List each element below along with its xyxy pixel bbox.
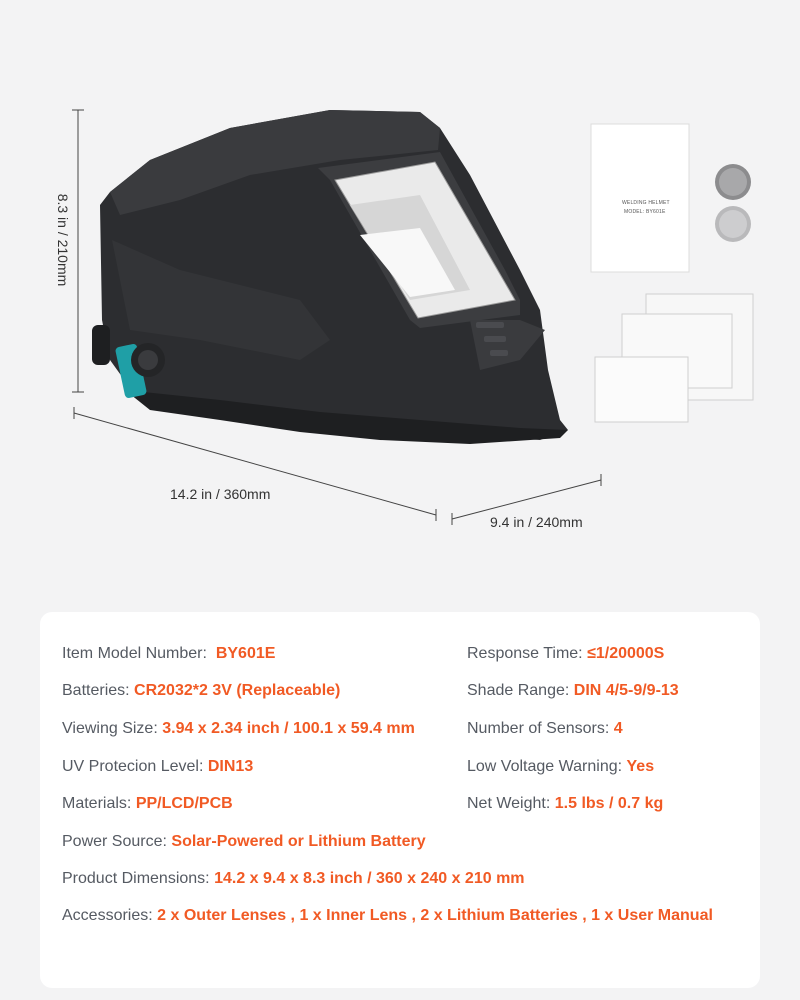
spare-lenses	[595, 294, 753, 422]
height-dimension-label: 8.3 in / 210mm	[55, 193, 71, 287]
spec-value: 3.94 x 2.34 inch / 100.1 x 59.4 mm	[162, 720, 415, 737]
spec-value: 2 x Outer Lenses , 1 x Inner Lens , 2 x Lithium Batteries , 1 x User Manual	[157, 907, 713, 924]
spec-batteries	[62, 681, 340, 701]
spec-label: Viewing Size:	[62, 720, 158, 737]
spec-low-voltage	[467, 757, 654, 777]
spec-value: 1.5 lbs / 0.7 kg	[554, 795, 664, 812]
spec-sensors	[467, 719, 623, 739]
spec-value: ≤1/20000S	[587, 645, 665, 662]
spec-label: Response Time:	[467, 645, 583, 662]
manual-model: MODEL: BY601E	[624, 209, 666, 215]
spec-net-weight	[467, 794, 663, 814]
welding-helmet	[92, 110, 568, 444]
spec-label: Power Source:	[62, 833, 167, 850]
spec-label: UV Protecion Level:	[62, 758, 204, 775]
spec-power	[62, 832, 426, 852]
specifications-card	[40, 612, 760, 988]
coin-batteries	[715, 164, 751, 242]
width-dimension-label: 9.4 in / 240mm	[490, 514, 583, 530]
spec-materials	[62, 794, 233, 814]
spec-label: Item Model Number:	[62, 645, 207, 662]
spec-value: CR2032*2 3V (Replaceable)	[134, 682, 341, 699]
spec-label: Number of Sensors:	[467, 720, 610, 737]
spec-value: Solar-Powered or Lithium Battery	[171, 833, 426, 850]
spec-model	[62, 644, 275, 664]
manual-title: WELDING HELMET	[622, 200, 670, 206]
spec-label: Shade Range:	[467, 682, 570, 699]
spec-uv	[62, 757, 253, 777]
spec-dimensions	[62, 869, 525, 889]
spec-value: DIN13	[207, 758, 254, 775]
spec-shade-range	[467, 681, 679, 701]
spec-label: Net Weight:	[467, 795, 551, 812]
spec-value: PP/LCD/PCB	[135, 795, 233, 812]
spec-value: 4	[613, 720, 623, 737]
user-manual	[591, 124, 689, 272]
spec-accessories	[62, 906, 713, 926]
spec-label: Low Voltage Warning:	[467, 758, 623, 775]
spec-label: Product Dimensions:	[62, 870, 210, 887]
spec-label: Accessories:	[62, 907, 153, 924]
spec-label: Batteries:	[62, 682, 130, 699]
spec-value: DIN 4/5-9/9-13	[573, 682, 679, 699]
length-dimension-label: 14.2 in / 360mm	[170, 486, 271, 502]
spec-value: 14.2 x 9.4 x 8.3 inch / 360 x 240 x 210 mm	[214, 870, 525, 887]
spec-label: Materials:	[62, 795, 132, 812]
spec-viewing-size	[62, 719, 415, 739]
spec-response-time	[467, 644, 664, 664]
spec-value: BY601E	[215, 645, 276, 662]
spec-value: Yes	[626, 758, 655, 775]
